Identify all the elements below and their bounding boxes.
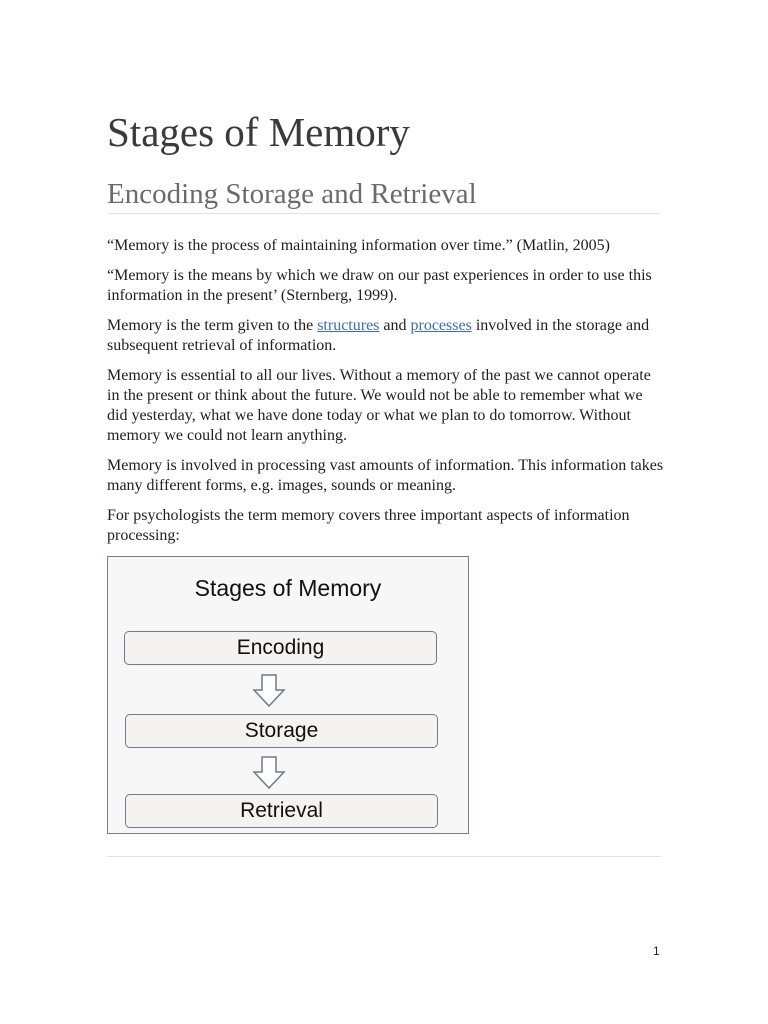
paragraph-importance: Memory is essential to all our lives. Without a memory of the past we cannot operate in the present or think about the future. We would not be able to remember what we did yesterday, what we have done today or what we plan to do tomorrow. Without memory we could not learn anything. (107, 367, 651, 444)
paragraph-definition-text-2: and (379, 317, 411, 334)
paragraph-definition-text-1: Memory is the term given to the (107, 317, 318, 334)
stage-encoding: Encoding (124, 631, 437, 665)
paragraph-definition (107, 316, 667, 356)
page-number: 1 (653, 944, 660, 958)
stage-storage: Storage (125, 714, 438, 748)
paragraph-aspects: For psychologists the term memory covers three important aspects of information processing: (107, 507, 630, 544)
paragraph-processing: Memory is involved in processing vast amounts of information. This information takes many different forms, e.g. images, sounds or meaning. (107, 457, 664, 494)
document-title: Stages of Memory (107, 109, 410, 155)
down-arrow-icon (251, 755, 287, 791)
stage-retrieval: Retrieval (125, 794, 438, 828)
paragraph-definition-text-3: involved in the storage and subsequent retrieval of information. (107, 317, 650, 354)
paragraph-matlin-quote: “Memory is the process of maintaining information over time.” (Matlin, 2005) (107, 237, 610, 254)
stages-of-memory-diagram (107, 556, 469, 834)
processes-link[interactable]: processes (410, 317, 472, 334)
structures-link[interactable]: structures (317, 317, 380, 334)
document-subtitle: Encoding Storage and Retrieval (107, 178, 477, 210)
subtitle-divider (107, 213, 661, 214)
paragraph-sternberg-quote: “Memory is the means by which we draw on our past experiences in order to use this information in the present’ (Sternberg, 1999). (107, 267, 652, 304)
document-body (107, 236, 667, 556)
diagram-title: Stages of Memory (194, 575, 382, 601)
down-arrow-icon (251, 673, 287, 709)
bottom-divider (107, 856, 661, 857)
